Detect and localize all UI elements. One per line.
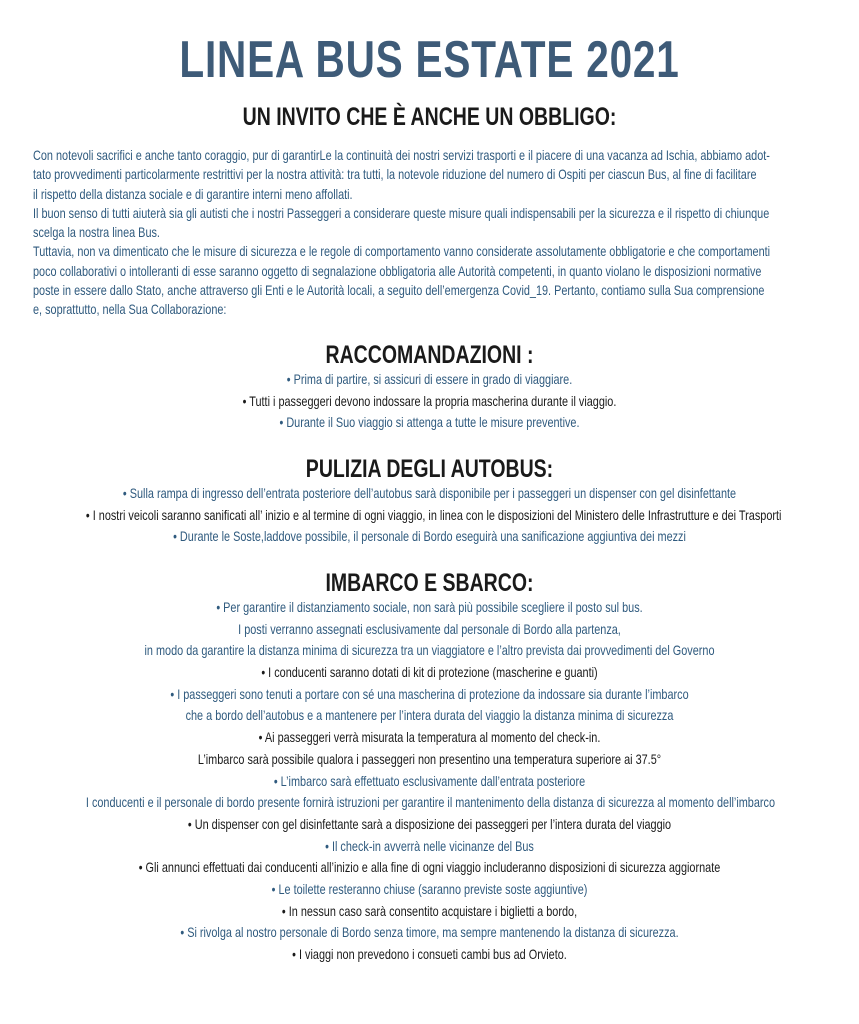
imbarco-item: • Un dispenser con gel disinfettante sarà a disposizione dei passeggeri per l’intera durata del viaggio <box>187 816 672 832</box>
imbarco-item: • Le toilette resteranno chiuse (saranno previste soste aggiuntive) <box>271 881 588 897</box>
imbarco-item: • I passeggeri sono tenuti a portare con sé una mascherina di protezione da indossare sia durante l’imbarco <box>170 686 689 702</box>
imbarco-item: • Ai passeggeri verrà misurata la temperatura al momento del check-in. <box>258 730 601 746</box>
intro-line: e, soprattutto, nella Sua Collaborazione: <box>33 302 227 318</box>
raccomandazioni-list <box>0 369 859 434</box>
intro-line: poco collaborativi o intolleranti di esse saranno oggetto di segnalazione obbligatoria alle Autorità competenti, in quanto violano le disposizioni normative <box>33 263 762 279</box>
imbarco-item: I posti verranno assegnati esclusivamente dal personale di Bordo alla partenza, <box>238 621 621 637</box>
pulizia-item: • Durante le Soste,laddove possibile, il personale di Bordo eseguirà una sanificazione aggiuntiva dei mezzi <box>173 529 686 545</box>
section-title-raccomandazioni: RACCOMANDAZIONI : <box>325 341 534 369</box>
imbarco-item: I conducenti e il personale di bordo presente fornirà istruzioni per garantire il mantenimento della distanza di sicurezza al momento dell’imbarco <box>85 795 776 811</box>
imbarco-item: in modo da garantire la distanza minima di sicurezza tra un viaggiatore e l’altro prevista dai provvedimenti del Governo <box>144 643 715 659</box>
intro-line: Con notevoli sacrifici e anche tanto coraggio, pur di garantirLe la continuità dei nostri servizi trasporti e il piacere di una vacanza ad Ischia, abbiamo adot- <box>33 148 770 163</box>
imbarco-item: • Per garantire il distanziamento sociale, non sarà più possibile scegliere il posto sul bus. <box>216 600 643 615</box>
pulizia-item: • I nostri veicoli saranno sanificati all’ inizio e al termine di ogni viaggio, in linea con le disposizioni del Ministero delle Infrastrutture e dei Trasporti <box>85 507 782 523</box>
imbarco-item: L’imbarco sarà possibile qualora i passeggeri non presentino una temperatura superiore ai 37.5° <box>197 751 662 767</box>
raccomandazione-item: • Durante il Suo viaggio si attenga a tutte le misure preventive. <box>279 415 580 431</box>
pulizia-item: • Sulla rampa di ingresso dell’entrata posteriore dell’autobus sarà disponibile per i passeggeri un dispenser con gel disinfettante <box>122 486 737 501</box>
intro-line: poste in essere dallo Stato, anche attraverso gli Enti e le Autorità locali, a seguito dell’emergenza Covid_19. Pertanto, contiamo sulla Sua comprensione <box>33 283 765 299</box>
imbarco-item: • L’imbarco sarà effettuato esclusivamente dall’entrata posteriore <box>273 773 586 789</box>
raccomandazione-item: • Prima di partire, si assicuri di essere in grado di viaggiare. <box>286 372 573 387</box>
pulizia-list <box>0 483 859 548</box>
intro-line: Tuttavia, non va dimenticato che le misure di sicurezza e le regole di comportamento vanno considerate assolutamente obbligatorie e che comportamenti <box>33 244 771 260</box>
raccomandazione-item: • Tutti i passeggeri devono indossare la propria mascherina durante il viaggio. <box>242 393 617 409</box>
imbarco-item: • Si rivolga al nostro personale di Bordo senza timore, ma sempre mantenendo la distanza di sicurezza. <box>180 925 679 941</box>
intro-line: tato provvedimenti particolarmente restrittivi per la nostra attività: tra tutti, la notevole riduzione del numero di Ospiti per ciascun Bus, al fine di facilitare <box>33 167 757 183</box>
intro-line: il rispetto della distanza sociale e di garantire interni meno affollati. <box>33 186 353 202</box>
page-subtitle: UN INVITO CHE È ANCHE UN OBBLIGO: <box>242 103 617 131</box>
imbarco-list <box>0 597 859 966</box>
imbarco-item: che a bordo dell’autobus e a mantenere per l’intera durata del viaggio la distanza minima di sicurezza <box>185 708 674 724</box>
section-title-imbarco: IMBARCO E SBARCO: <box>325 569 534 597</box>
page-title: LINEA BUS ESTATE 2021 <box>179 31 680 89</box>
intro-paragraph <box>33 146 828 320</box>
imbarco-item: • Gli annunci effettuati dai conducenti all’inizio e alla fine di ogni viaggio includeranno disposizioni di sicurezza aggiornate <box>138 860 721 876</box>
intro-line: scelga la nostra linea Bus. <box>33 225 160 241</box>
imbarco-item: • In nessun caso sarà consentito acquistare i biglietti a bordo, <box>281 903 578 919</box>
imbarco-item: • I conducenti saranno dotati di kit di protezione (mascherine e guanti) <box>261 665 598 681</box>
imbarco-item: • Il check-in avverrà nelle vicinanze del Bus <box>325 838 534 854</box>
imbarco-item: • I viaggi non prevedono i consueti cambi bus ad Orvieto. <box>292 947 567 962</box>
intro-line: Il buon senso di tutti aiuterà sia gli autisti che i nostri Passeggeri a considerare queste misure quali indispensabili per la sicurezza e il rispetto di chiunque <box>33 205 770 221</box>
section-title-pulizia: PULIZIA DEGLI AUTOBUS: <box>305 455 554 483</box>
